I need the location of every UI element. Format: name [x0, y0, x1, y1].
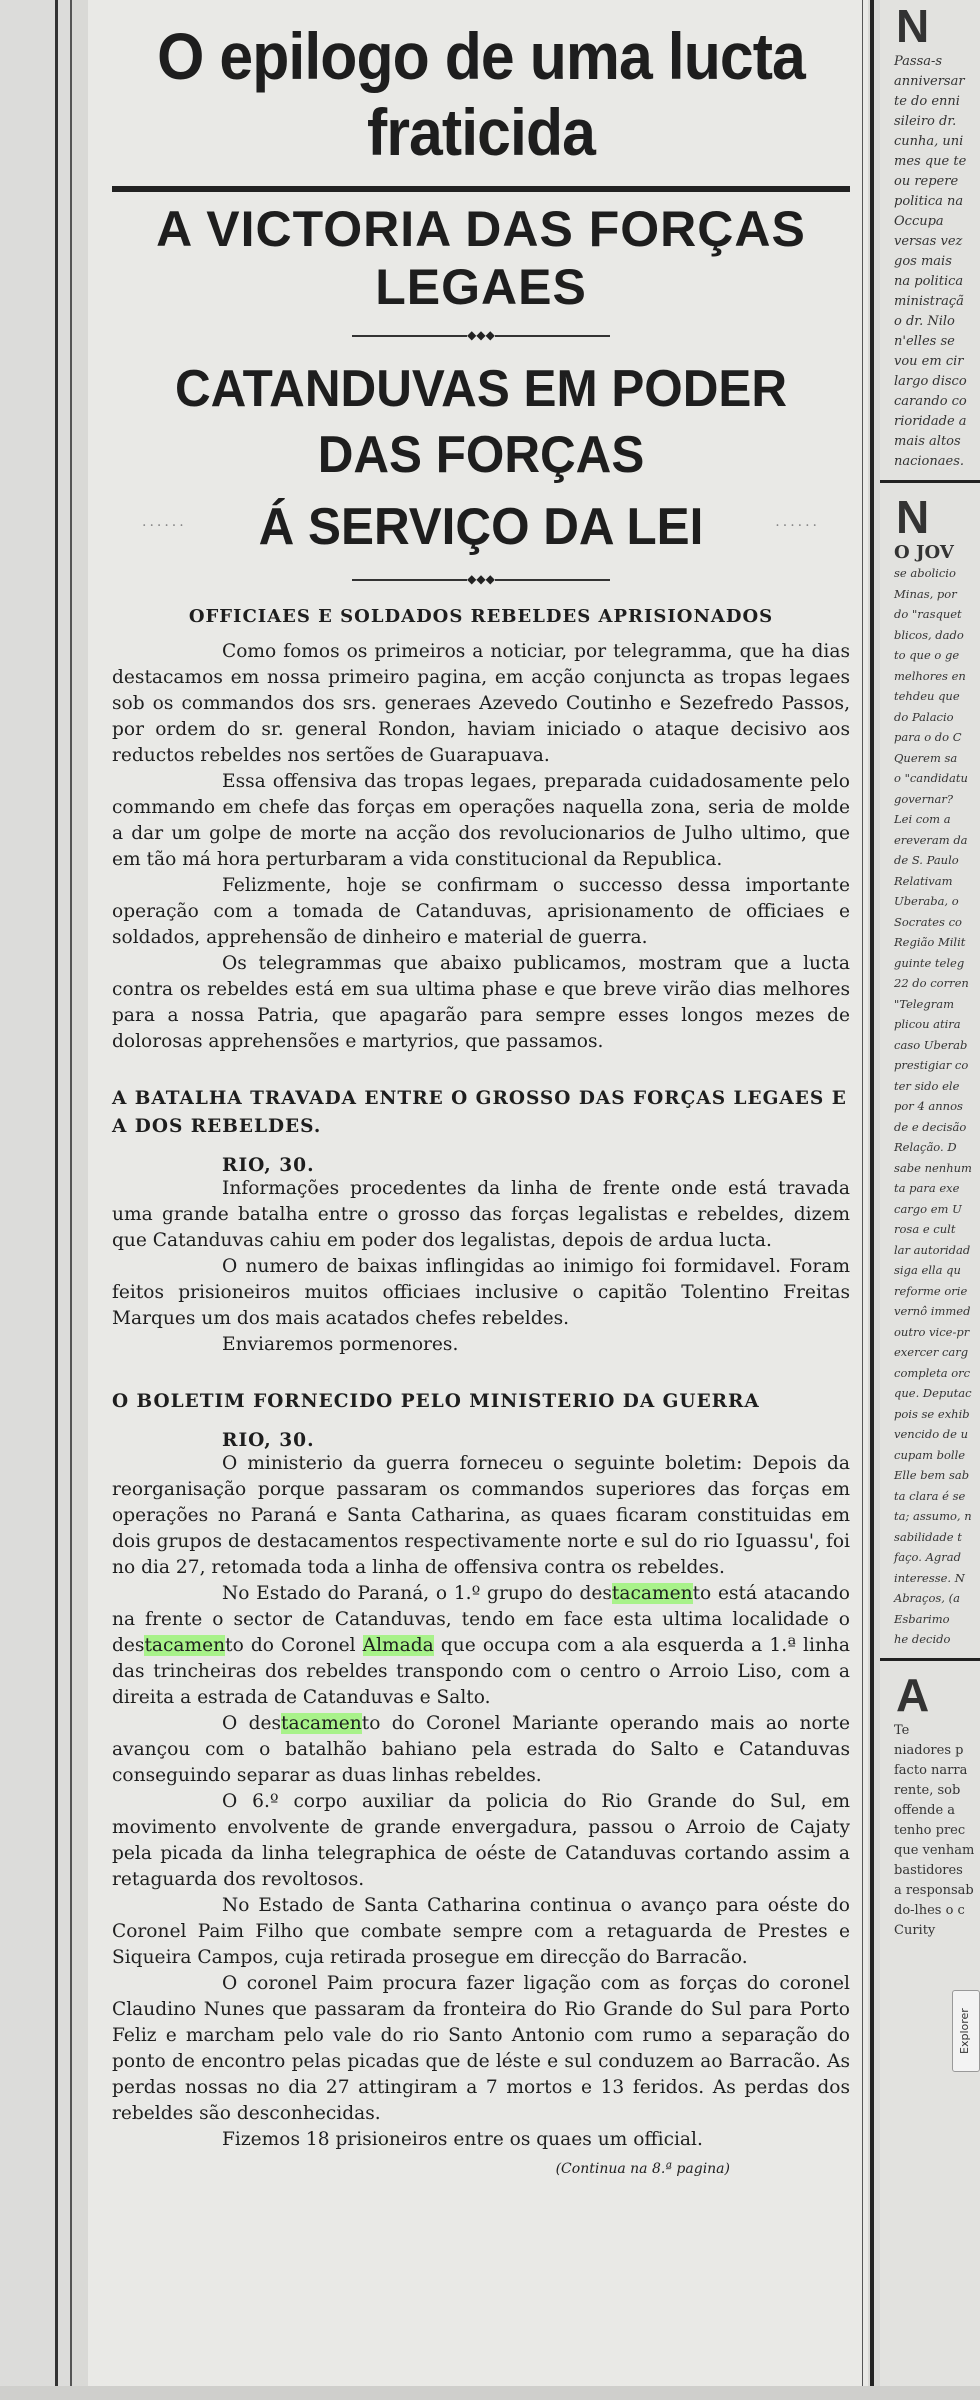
side-rule-2: [880, 1658, 980, 1661]
dots-right: ......: [775, 514, 820, 530]
side-text-top: Passa-s anniversar te do enni sileiro dr. cunha, uni mes que te ou repere politica na Occupa versas vez gos mais na politica ministraçã o dr. Nilo n'elles se vou em cir largo disco carando co rioridade a mais altos nacionaes.: [894, 54, 967, 469]
ornament-divider-2: ◆◆◆: [112, 572, 850, 588]
dots-left: ......: [142, 514, 187, 530]
s2-paragraph: O 6.º corpo auxiliar da policia do Rio Grande do Sul, em movimento envolvente de grande envergadura, passou o Arroio de Cajaty pela picada da linha telegraphica de oéste de Catanduvas cortando assim a retaguarda dos revoltosos.: [112, 1791, 850, 1890]
intro-paragraph: Como fomos os primeiros a noticiar, por telegramma, que ha dias destacamos em nossa primeiro pagina, em acção conjuncta as tropas legaes sob os commandos dos srs. generaes Azevedo Coutinho e Sezefredo Passos, por ordem do sr. general Rondon, haviam iniciado o ataque decisivo aos reductos rebeldes nos sertões de Guarapuava.: [112, 641, 850, 766]
intro-paragraph: Felizmente, hoje se confirmam o successo dessa importante operação com a tomada de Catanduvas, aprisionamento de officiaes e soldados, apprehensão de dinheiro e material de guerra.: [112, 875, 850, 948]
section1-paragraph: Informações procedentes da linha de frente onde está travada uma grande batalha entre o grosso das forças legalistas e rebeldes, dizem que Catanduvas cahiu em poder dos legalistas, depois de ardua lucta.: [112, 1178, 850, 1251]
column-rule: [870, 0, 874, 2400]
column-rule-thin: [862, 0, 863, 2400]
kicker: A VICTORIA DAS FORÇAS LEGAES: [156, 201, 806, 315]
s2-paragraph: No Estado do Paraná, o 1.º grupo do destacamento está atacando na frente o sector de Catanduvas, tendo em face esta ultima localidade o destacamento do Coronel Almada que occupa com a ala esquerda a 1.ª linha das trincheiras dos rebeldes transpondo com o centro o Arroio Liso, com a direita a estrada de Catanduvas e Salto.: [112, 1583, 851, 1708]
deck-line-2: Á SERVIÇO DA LEI: [258, 498, 704, 556]
section2-body: [112, 1451, 850, 2153]
intro-paragraph: Os telegrammas que abaixo publicamos, mostram que a lucta contra os rebeldes está em sua ultima phase e que breve virão dias melhores para a nossa Patria, que apagarão para sempre esses longos mezes de dolorosas apprehensões e martyrios, que passamos.: [112, 953, 850, 1052]
section1-title: A BATALHA TRAVADA ENTRE O GROSSO DAS FORÇAS LEGAES E A DOS REBELDES.: [112, 1088, 847, 1137]
search-highlight: tacamen: [144, 1635, 226, 1656]
side-heading: O JOV: [894, 542, 954, 563]
search-highlight: Almada: [362, 1635, 434, 1656]
section2-title: O BOLETIM FORNECIDO PELO MINISTERIO DA GUERRA: [112, 1391, 760, 1412]
side-drop-cap-3: A: [896, 1668, 930, 1721]
ornament-divider: ◆◆◆: [112, 328, 850, 344]
s2-paragraph: No Estado de Santa Catharina continua o avanço para oéste do Coronel Paim Filho que combate sempre com a retaguarda de Prestes e Siqueira Campos, cuja retirada prosegue em direcção do Barracão.: [112, 1895, 850, 1968]
side-drop-cap: N: [896, 0, 930, 52]
s2-paragraph: O coronel Paim procura fazer ligação com as forças do coronel Claudino Nunes que passaram da fronteira do Rio Grande do Sul para Porto Feliz e marcham pelo vale do rio Santo Antonio com rumo a separação do ponto de encontro pelas picadas que de léste e sul conduzem ao Barracão. As perdas nossas no dia 27 attingiram a 7 mortos e 13 feridos. As perdas dos rebeldes são desconhecidas.: [112, 1973, 850, 2124]
section1-body: [112, 1176, 850, 1358]
side-drop-cap-2: N: [896, 491, 930, 543]
section1-paragraph: Enviaremos pormenores.: [222, 1334, 459, 1355]
subhead: OFFICIAES E SOLDADOS REBELDES APRISIONADOS: [188, 606, 774, 627]
adjacent-page-edge: [0, 0, 72, 2400]
side-rule: [880, 480, 980, 483]
intro-paragraph: Essa offensiva das tropas legaes, preparada cuidadosamente pelo commando em chefe das forças em operações naquella zona, seria de molde a dar um golpe de morte na acção dos revolucionarios de Julho ultimo, que em tão má hora perturbaram a vida constitucional da Republica.: [112, 771, 850, 870]
section1-paragraph: O numero de baixas inflingidas ao inimigo foi formidavel. Foram feitos prisioneiros muitos officiaes inclusive o capitão Tolentino Freitas Marques um dos mais acatados chefes rebeldes.: [112, 1256, 850, 1329]
deck-line-1: CATANDUVAS EM PODER DAS FORÇAS: [174, 360, 788, 484]
s2-paragraph: O ministerio da guerra forneceu o seguinte boletim: Depois da reorganisação porque passaram os commandos superiores das forças em operações no Paraná e Santa Catharina, as quaes ficaram constituidas em dois grupos de destacamentos respectivamente norte e sul do rio Iguassu', foi no dia 27, retomada toda a linha de offensiva contra os rebeldes.: [112, 1453, 850, 1578]
s2-paragraph: Fizemos 18 prisioneiros entre os quaes um official.: [222, 2129, 703, 2150]
headline: O epilogo de uma lucta fraticida: [157, 19, 805, 169]
explorer-tab[interactable]: Explorer: [952, 1990, 980, 2072]
section2-dateline: RIO, 30.: [222, 1430, 315, 1451]
section1-dateline: RIO, 30.: [222, 1155, 315, 1176]
side-text-bottom: Te niadores p facto narra rente, sob offende a tenho prec que venham bastidores a responsab do-lhes o c Curity: [894, 1722, 975, 1938]
search-highlight: tacamen: [281, 1713, 362, 1734]
s2-paragraph: O destacamento do Coronel Mariante operando mais ao norte avançou com o batalhão bahiano pela estrada do Salto e Catanduvas conseguindo separar as duas linhas rebeldes.: [112, 1713, 850, 1786]
continuation-note: (Continua na 8.ª pagina): [555, 2161, 730, 2177]
article-column: [88, 0, 868, 2400]
side-text-mid: se abolicio Minas, por do "rasquet blicos, dado to que o ge melhores en tehdeu que do Palacio para o do C Querem sa o "candidatu governar? Lei com a ereveram da de S. Paulo Relativam Uberaba, o Socrates co Região Milit guinte teleg 22 do corren "Telegram plicou atira caso Uberab prestigiar co ter sido ele por 4 annos de e decisão Relação. D sabe nenhum ta para exe cargo em U rosa e cult lar autoridad siga ella qu reforme orie vernô immed outro vice-pr exercer carg completa orc que. Deputac pois se exhib vencido de u cupam bolle Elle bem sab ta clara é se ta; assumo, n sabilidade t faço. Agrad interesse. N Abraços, (a Esbarimo he decido: [894, 566, 972, 1646]
search-highlight: tacamen: [611, 1583, 693, 1604]
headline-rule: [112, 186, 850, 192]
page-bottom-edge: [0, 2386, 980, 2400]
intro-body: [112, 639, 850, 1055]
